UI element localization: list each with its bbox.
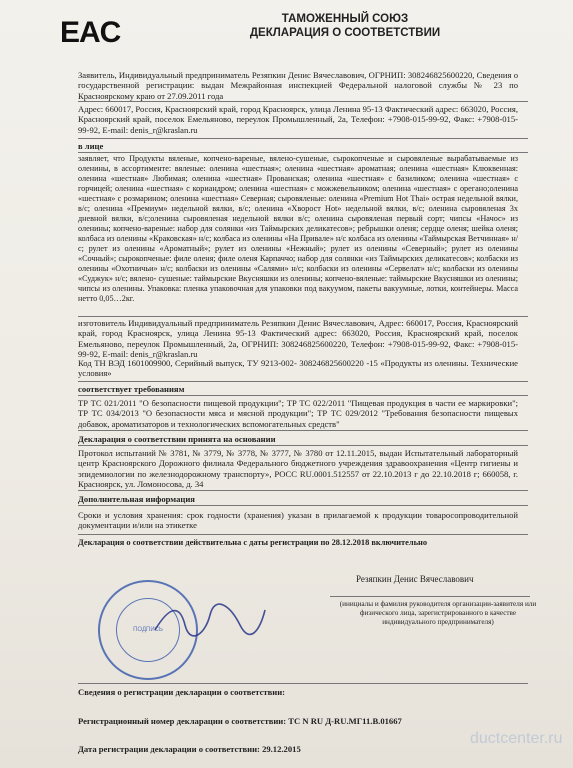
stamp-center: ПОДПИСЬ (116, 598, 180, 662)
divider (78, 430, 528, 431)
applicant-text: Заявитель, Индивидуальный предприниматель Резяпкин Денис Вячеславович, ОГРНИП: 308246825600220, Сведения о государственной регистрации: выдан Межрайонная инспекцией Федеральной налоговой службы № 23 по Красноярскому краю от 27.09.2011 года (78, 70, 518, 101)
validity-text: Декларация о соответствии действительна с даты регистрации по 28.12.2018 включительно (78, 538, 428, 547)
eac-logo: EAC (60, 16, 121, 49)
registration-date: Дата регистрации декларации о соответствии: 29.12.2015 (78, 744, 301, 754)
basis-text: Протокол испытаний № 3781, № 3779, № 3778, № 3777, № 3780 от 12.11.2015, выдан Испытательный лабораторный центр Красноярского Дорожного филиала Федерального бюджетного учреждения здравоохранения «Центр гигиены и эпидемиологии по железнодорожному транспорту», РОСС RU.0001.512557 от 22.10.2013 г до 22.10.2018 г; 660058, г. Красноярск, ул. Ломоносова, д. 34 (78, 448, 518, 490)
header-line-2: ДЕКЛАРАЦИЯ О СООТВЕТСТВИИ (249, 27, 441, 39)
divider (78, 101, 528, 102)
conforms-block (78, 398, 518, 429)
applicant-block (78, 70, 518, 101)
header-line-1: ТАМОЖЕННЫЙ СОЮЗ (281, 13, 409, 25)
code-block (78, 358, 518, 379)
signer-name: Резяпкин Денис Вячеславович (356, 574, 474, 584)
divider (78, 445, 528, 446)
registration-number: Регистрационный номер декларации о соответствии: ТС N RU Д-RU.МГ11.В.01667 (78, 716, 402, 726)
reg-info-label: Сведения о регистрации декларации о соответствии: (78, 687, 286, 697)
basis-block (78, 448, 518, 490)
code-text: Код ТН ВЭД 1601009900, Серийный выпуск, ТУ 9213-002- 308246825600220 -15 «Продукты из оленины. Технические условия» (78, 358, 518, 379)
conforms-text: ТР ТС 021/2011 "О безопасности пищевой продукции"; ТР ТС 022/2011 "Пищевая продукция в части ее маркировки"; ТР ТС 034/2013 "О безопасности мяса и мясной продукции"; ТР ТС 029/2012 "Требования безопасности пищевых добавок, ароматизаторов и технологических вспомогательных средств" (78, 398, 518, 429)
document-header (200, 12, 490, 40)
divider (78, 138, 528, 139)
handwritten-signature (150, 600, 270, 640)
extra-text: Сроки и условия хранения: срок годности (хранения) указан в прилагаемой к продукции товаросопроводительной документации и/или на этикетке (78, 510, 518, 531)
divider (78, 683, 528, 684)
divider (78, 505, 528, 506)
conforms-label: соответствует требованиям (78, 384, 185, 394)
declaration-text: заявляет, что Продукты вяленые, копчено-вареные, вялено-сушеные, сырокопченые и сыровяленые вырабатываемые из оленины, в ассортименте: вяленые: оленина «шестная»; оленина «шестная» ароматная; оленина «шестная» Клюквенная: оленина «шестная» Любимая; оленина «шестная» Прованская; оленина «шестная» с базиликом; оленина «шестная» с горчицей; оленина «шестная» с кориандром; оленина «шестная» с можжевельником; оленина «шестная» с орегано;оленина «шестная» с розмарином; оленина «шестная» Северная; сыровяленые: оленина «Premium Hot Thai» острая недельной вялки, в/с; оленина «Премиум» недельной вялки, в/с; оленина «Хворост Hot» недельной вялки, в/с; оленина сыровяленая 3х дневной вялки, в/с;оленина сыровяленая недельной вялки в/с; оленина сыровяленая первый сорт; чипсы «Начос» из оленины; копчено-вареные: набор для солянки «из Таймырских деликатесов»; ребрышки оленя; сердце оленя; шейка оленя; колбаса из оленины «Краковская» н/с; колбаса из оленины «На Привале» н/с колбаса из оленины «Таймырская Ветчинная» н/с; рулет из оленины «Ароматный»; рулет из оленины «Нежный»; рулет из оленины «Северный»; рулет из оленины «Сочный»; сырокопченые: филе оленя; филе оленя Карпаччо; набор для солянки «из Таймырских деликатесов»; колбаски из оленины «Охотничьи» н/с; колбаски из оленины «Салями» н/с; колбаски из оленины «Сервелат» н/с; колбаски из оленины «Суджук» н/с; вялено- сушеные: таймырские Вкусняшки из оленины; копчено-вяленые: таймырские Вкусняшки из оленины; чипсы из оленины. Упаковка: пленка упаковочная для упаковки под вакуумом, пакеты вакуумные, лотки, контейнеры. Масса нетто 0,05…2кг. (78, 154, 518, 303)
manufacturer-block (78, 318, 518, 360)
person-label: в лице (78, 141, 104, 151)
applicant-address: Адрес: 660017, Россия, Красноярский край, город Красноярск, улица Ленина 95-13 Фактический адрес: 663020, Россия, Красноярский край, поселок Емельяново, переулок Промышленный, 2а, Телефон: +7908-015-99-92, Факс: +7908-015-99-92, E-mail: denis_r@kraslan.ru (78, 104, 518, 135)
declaration-body (78, 154, 518, 304)
divider (78, 381, 528, 382)
divider (78, 490, 528, 491)
signer-caption: (инициалы и фамилия руководителя организации-заявителя или физического лица, зарегистрированного в качестве индивидуального предпринимателя) (339, 600, 537, 626)
extra-label: Дополнительная информация (78, 494, 195, 504)
divider (78, 152, 528, 153)
divider (78, 534, 528, 535)
basis-label: Декларация о соответствии принята на основании (78, 434, 276, 444)
divider (78, 316, 528, 317)
signature-line (330, 596, 530, 597)
watermark-text: ductcenter.ru (470, 730, 563, 747)
extra-block (78, 510, 518, 531)
manufacturer-text: изготовитель Индивидуальный предприниматель Резяпкин Денис Вячеславович, Адрес: 660017, Россия, Красноярский край, город Красноярск, улица Ленина 95-13 Фактический адрес: 663020, Россия, Красноярский край, поселок Емельяново, переулок Промышленный, 2а, ОГРНИП: 308246825600220, Телефон: +7908-015-99-92, Факс: +7908-015-99-92, E-mail: denis_r@kraslan.ru (78, 318, 518, 360)
divider (78, 395, 528, 396)
address-block (78, 104, 518, 135)
